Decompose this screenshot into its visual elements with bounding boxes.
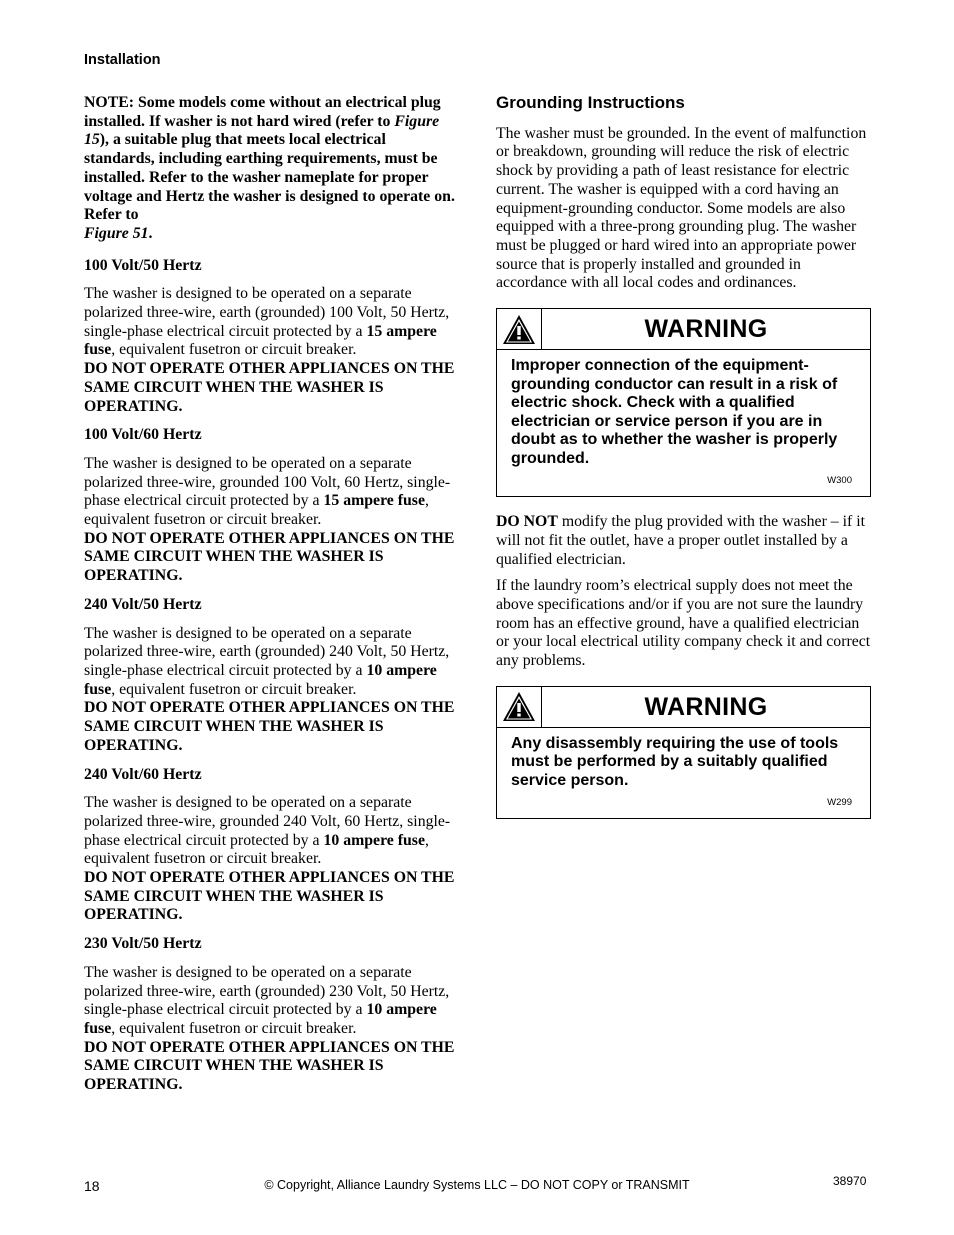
copyright-notice: © Copyright, Alliance Laundry Systems LLC – DO NOT COPY or TRANSMIT (264, 1178, 690, 1192)
figure-51-link[interactable]: Figure 51 (84, 224, 149, 242)
figure-15-link[interactable]: Figure 15 (84, 112, 440, 149)
section-heading: 240 Volt/50 Hertz (84, 595, 202, 613)
text-part: , equivalent fusetron or circuit breaker. (111, 680, 357, 698)
circuit-warning: DO NOT OPERATE OTHER APPLIANCES ON THE SAME CIRCUIT WHEN THE WASHER IS OPERATING. (84, 1038, 455, 1094)
fuse-rating: 15 ampere fuse (323, 492, 425, 510)
text-part: The washer is designed to be operated on a separate polarized three-wire, earth (grounded) 240 Volt, 50 Hertz, single-phase electrical circuit protected by a (84, 624, 450, 679)
do-not-modify-text (496, 513, 872, 569)
section-text (84, 625, 460, 700)
section-text (84, 455, 460, 530)
grounding-title: Grounding Instructions (496, 93, 685, 112)
section-100v-60hz (84, 426, 460, 586)
text-part: The washer is designed to be operated on a separate polarized three-wire, earth (grounded) 230 Volt, 50 Hertz, single-phase electrical circuit protected by a (84, 963, 450, 1019)
section-230v-50hz (84, 935, 460, 1095)
right-column (496, 94, 872, 835)
note-text-2: ), a suitable plug that meets local electrical standards, including earthing requirements, must be installed. Refer to the washer nameplate for proper voltage and Hertz the washer is designed to operate on. Refer to (84, 131, 455, 224)
section-heading: 100 Volt/60 Hertz (84, 426, 202, 444)
text-part: modify the plug provided with the washer – if it will not fit the outlet, have a proper outlet installed by a qualified electrician. (496, 513, 865, 568)
circuit-warning: DO NOT OPERATE OTHER APPLIANCES ON THE SAME CIRCUIT WHEN THE WASHER IS OPERATING. (84, 360, 455, 415)
left-column (84, 94, 460, 1105)
warning-icon-cell (497, 309, 542, 349)
circuit-warning: DO NOT OPERATE OTHER APPLIANCES ON THE SAME CIRCUIT WHEN THE WASHER IS OPERATING. (84, 869, 455, 924)
section-text (84, 285, 460, 360)
section-heading: 230 Volt/50 Hertz (84, 935, 202, 953)
warning-code: W299 (827, 796, 852, 808)
text-part: The washer is designed to be operated on a separate polarized three-wire, grounded 240 Volt, 60 Hertz, single-phase electrical circuit protected by a (84, 794, 451, 849)
warning-box-disassembly (496, 686, 871, 819)
section-text (84, 794, 460, 869)
section-heading: 240 Volt/60 Hertz (84, 765, 202, 783)
circuit-warning: DO NOT OPERATE OTHER APPLIANCES ON THE SAME CIRCUIT WHEN THE WASHER IS OPERATING. (84, 529, 455, 585)
circuit-warning: DO NOT OPERATE OTHER APPLIANCES ON THE SAME CIRCUIT WHEN THE WASHER IS OPERATING. (84, 699, 455, 754)
text-part: The washer is designed to be operated on a separate polarized three-wire, earth (grounded) 100 Volt, 50 Hertz, single-phase electrical circuit protected by a (84, 285, 450, 340)
warning-body (497, 728, 870, 818)
fuse-rating: 10 ampere fuse (84, 661, 437, 698)
warning-triangle-icon (502, 691, 536, 722)
warning-icon-cell (497, 687, 542, 727)
warning-header (497, 309, 870, 350)
text-part: , equivalent fusetron or circuit breaker. (84, 831, 429, 868)
warning-header (497, 687, 870, 728)
section-100v-50hz (84, 257, 460, 417)
section-heading: 100 Volt/50 Hertz (84, 256, 202, 274)
page-number: 18 (84, 1178, 100, 1194)
warning-box-grounding (496, 308, 871, 497)
plug-note (84, 94, 460, 244)
text-part: , equivalent fusetron or circuit breaker. (111, 1019, 357, 1037)
warning-title: WARNING (644, 692, 768, 721)
fuse-rating: 10 ampere fuse (84, 1001, 437, 1037)
text-part: , equivalent fusetron or circuit breaker. (84, 492, 429, 529)
fuse-rating: 10 ampere fuse (323, 831, 425, 849)
warning-text: Any disassembly requiring the use of tools must be performed by a suitably qualified service person. (511, 734, 839, 789)
document-number: 38970 (833, 1174, 867, 1188)
electrical-supply-text: If the laundry room’s electrical supply does not meet the above specifications and/or if you are not sure the laundry room has an effective ground, have a qualified electrician or your local electrical utility company check it and correct any problems. (496, 577, 871, 670)
warning-code: W300 (827, 474, 852, 486)
warning-body (497, 350, 870, 496)
warning-title: WARNING (644, 315, 768, 344)
text-part: , equivalent fusetron or circuit breaker. (111, 341, 357, 359)
text-part: The washer is designed to be operated on a separate polarized three-wire, grounded 100 Volt, 60 Hertz, single-phase electrical circuit protected by a (84, 454, 451, 510)
do-not-emphasis: DO NOT (496, 513, 558, 531)
section-label: Installation (84, 52, 161, 68)
warning-triangle-icon (502, 314, 536, 345)
grounding-intro: The washer must be grounded. In the event of malfunction or breakdown, grounding will reduce the risk of electric shock by providing a path of least resistance for electric current. The washer is equipped with a cord having an equipment-grounding conductor. Some models are also equipped with a three-prong grounding plug. The washer must be plugged or hard wired into an appropriate power source that is properly installed and grounded in accordance with all local codes and ordinances. (496, 124, 867, 292)
fuse-rating: 15 ampere fuse (84, 322, 437, 359)
section-text (84, 964, 460, 1039)
warning-text: Improper connection of the equipment-grounding conductor can result in a risk of electric shock. Check with a qualified electrician or service person if you are in doubt as to whether the washer is properly grounded. (511, 357, 838, 467)
note-text-3: . (148, 224, 153, 242)
section-240v-50hz (84, 596, 460, 756)
section-240v-60hz (84, 766, 460, 926)
note-text: NOTE: Some models come without an electrical plug installed. If washer is not hard wired (refer to (84, 94, 441, 130)
